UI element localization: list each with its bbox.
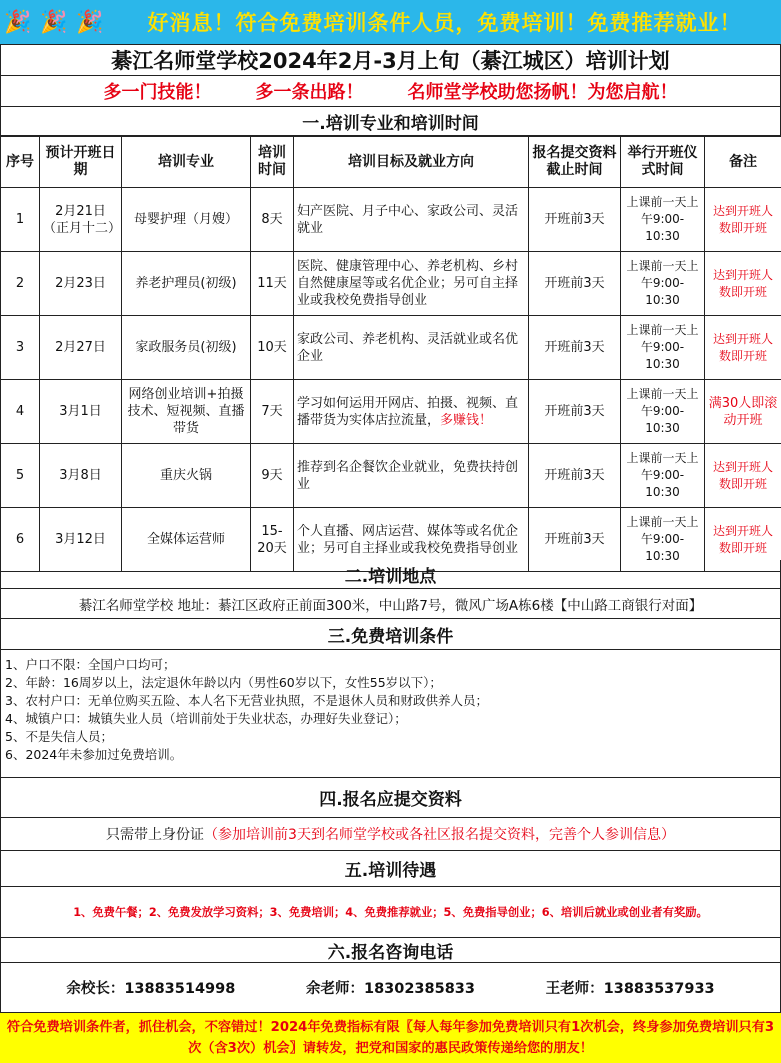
training-schedule-table	[0, 136, 781, 572]
row-days: 11天	[251, 252, 294, 316]
row-date: 3月12日	[40, 508, 122, 572]
row-deadline: 开班前3天	[529, 252, 621, 316]
row-no: 4	[1, 380, 40, 444]
row-deadline: 开班前3天	[529, 380, 621, 444]
benefits-text: 1、免费午餐；2、免费发放学习资料；3、免费培训；4、免费推荐就业；5、免费指导创业；6、培训后就业或创业者有奖励。	[0, 887, 781, 938]
table-row	[1, 380, 781, 444]
row-ceremony: 上课前一天上午9:00-10:30	[621, 316, 705, 380]
condition-item: 3、农村户口：无单位购买五险、本人名下无营业执照，不是退休人员和财政供养人员；	[5, 693, 488, 708]
header-deadline: 报名提交资料截止时间	[529, 137, 621, 188]
row-days: 9天	[251, 444, 294, 508]
header-note: 备注	[705, 137, 781, 188]
row-major: 全媒体运营师	[122, 508, 251, 572]
row-no: 1	[1, 188, 40, 252]
row-goal-text: 学习如何运用开网店、拍摄、视频、直播带货为实体店拉流量，	[297, 395, 519, 428]
row-days: 7天	[251, 380, 294, 444]
contact-phones	[0, 963, 781, 1013]
header-ceremony: 举行开班仪式时间	[621, 137, 705, 188]
condition-item: 6、2024年未参加过免费培训。	[5, 747, 183, 762]
row-major: 家政服务员(初级)	[122, 316, 251, 380]
row-days: 8天	[251, 188, 294, 252]
condition-item: 1、户口不限：全国户口均可；	[5, 657, 176, 672]
row-no: 2	[1, 252, 40, 316]
row-goal	[294, 380, 529, 444]
row-major: 网络创业培训+拍摄技术、短视频、直播带货	[122, 380, 251, 444]
header-no: 序号	[1, 137, 40, 188]
section-heading-4: 四.报名应提交资料	[0, 778, 781, 818]
row-note: 达到开班人数即开班	[705, 316, 781, 380]
contact-phone: 余校长：13883514998	[66, 981, 236, 997]
row-no: 5	[1, 444, 40, 508]
row-ceremony: 上课前一天上午9:00-10:30	[621, 380, 705, 444]
row-date: 3月1日	[40, 380, 122, 444]
row-deadline: 开班前3天	[529, 508, 621, 572]
training-address: 綦江名师堂学校 地址：綦江区政府正前面300米，中山路7号，微风广场A栋6楼【中山路工商银行对面】	[0, 589, 781, 619]
row-major: 母婴护理（月嫂）	[122, 188, 251, 252]
row-note: 满30人即滚动开班	[705, 380, 781, 444]
row-no: 3	[1, 316, 40, 380]
page-title: 綦江名师堂学校2024年2月-3月上旬（綦江城区）培训计划	[0, 44, 781, 76]
top-banner	[0, 0, 781, 44]
condition-item: 2、年龄：16周岁以上，法定退休年龄以内（男性60岁以下，女性55岁以下）；	[5, 675, 442, 690]
table-row	[1, 316, 781, 380]
row-date: 2月23日	[40, 252, 122, 316]
row-note: 达到开班人数即开班	[705, 508, 781, 572]
row-goal-highlight: 多赚钱！	[440, 412, 493, 428]
header-date: 预计开班日期	[40, 137, 122, 188]
section-heading-2: 二.培训地点	[0, 560, 781, 589]
row-ceremony: 上课前一天上午9:00-10:30	[621, 188, 705, 252]
row-date: 2月27日	[40, 316, 122, 380]
table-row	[1, 188, 781, 252]
section-heading-1: 一.培训专业和培训时间	[0, 107, 781, 136]
row-date: 2月21日（正月十二）	[40, 188, 122, 252]
row-goal-text: 医院、健康管理中心、养老机构、乡村自然健康屋等或名优企业；另可自主择业或我校免费指导创业	[297, 259, 519, 308]
table-row	[1, 444, 781, 508]
banner-headline: 好消息！符合免费培训条件人员，免费培训！免费推荐就业！	[147, 11, 742, 35]
section-heading-3: 三.免费培训条件	[0, 619, 781, 650]
slogan-bar	[0, 76, 781, 107]
required-documents-main: 只需带上身份证	[106, 827, 205, 843]
header-goal: 培训目标及就业方向	[294, 137, 529, 188]
row-deadline: 开班前3天	[529, 444, 621, 508]
party-popper-icon: 🎉	[40, 9, 68, 35]
row-ceremony: 上课前一天上午9:00-10:30	[621, 508, 705, 572]
contact-phone: 王老师：13883537933	[545, 981, 715, 997]
section-heading-6: 六.报名咨询电话	[0, 938, 781, 963]
row-goal-text: 推荐到名企餐饮企业就业，免费扶持创业	[297, 459, 519, 492]
row-goal	[294, 444, 529, 508]
table-header-row	[1, 137, 781, 188]
row-goal	[294, 252, 529, 316]
section-heading-5: 五.培训待遇	[0, 851, 781, 887]
slogan-b: 多一条出路！	[255, 82, 364, 103]
header-days: 培训时间	[251, 137, 294, 188]
slogan-a: 多一门技能！	[103, 82, 212, 103]
footer-notice: 符合免费培训条件者，抓住机会，不容错过！2024年免费指标有限〖每人每年参加免费培训只有1次机会，终身参加免费培训只有3次（含3次）机会〗请转发，把党和国家的惠民政策传递给您的朋友！	[0, 1013, 781, 1063]
table-row	[1, 252, 781, 316]
condition-item: 5、不是失信人员；	[5, 729, 113, 744]
row-goal	[294, 316, 529, 380]
condition-item: 4、城镇户口：城镇失业人员（培训前处于失业状态，办理好失业登记）；	[5, 711, 407, 726]
row-note: 达到开班人数即开班	[705, 188, 781, 252]
row-goal-text: 妇产医院、月子中心、家政公司、灵活就业	[297, 203, 519, 236]
required-documents	[0, 818, 781, 851]
row-goal	[294, 188, 529, 252]
row-goal-text: 家政公司、养老机构、灵活就业或名优企业	[297, 331, 519, 364]
row-ceremony: 上课前一天上午9:00-10:30	[621, 444, 705, 508]
row-no: 6	[1, 508, 40, 572]
party-popper-icon: 🎉	[76, 9, 104, 35]
row-deadline: 开班前3天	[529, 316, 621, 380]
contact-phone: 余老师：18302385833	[305, 981, 475, 997]
header-major: 培训专业	[122, 137, 251, 188]
row-days: 15-20天	[251, 508, 294, 572]
row-major: 重庆火锅	[122, 444, 251, 508]
row-deadline: 开班前3天	[529, 188, 621, 252]
conditions-list	[0, 650, 781, 778]
row-days: 10天	[251, 316, 294, 380]
row-major: 养老护理员(初级)	[122, 252, 251, 316]
row-date: 3月8日	[40, 444, 122, 508]
party-popper-icon: 🎉	[4, 9, 32, 35]
row-ceremony: 上课前一天上午9:00-10:30	[621, 252, 705, 316]
row-note: 达到开班人数即开班	[705, 252, 781, 316]
row-note: 达到开班人数即开班	[705, 444, 781, 508]
slogan-c: 名师堂学校助您扬帆！为您启航！	[407, 82, 678, 103]
row-goal-text: 个人直播、网店运营、媒体等或名优企业；另可自主择业或我校免费指导创业	[297, 523, 519, 556]
required-documents-note: （参加培训前3天到名师堂学校或各社区报名提交资料，完善个人参训信息）	[204, 827, 675, 843]
